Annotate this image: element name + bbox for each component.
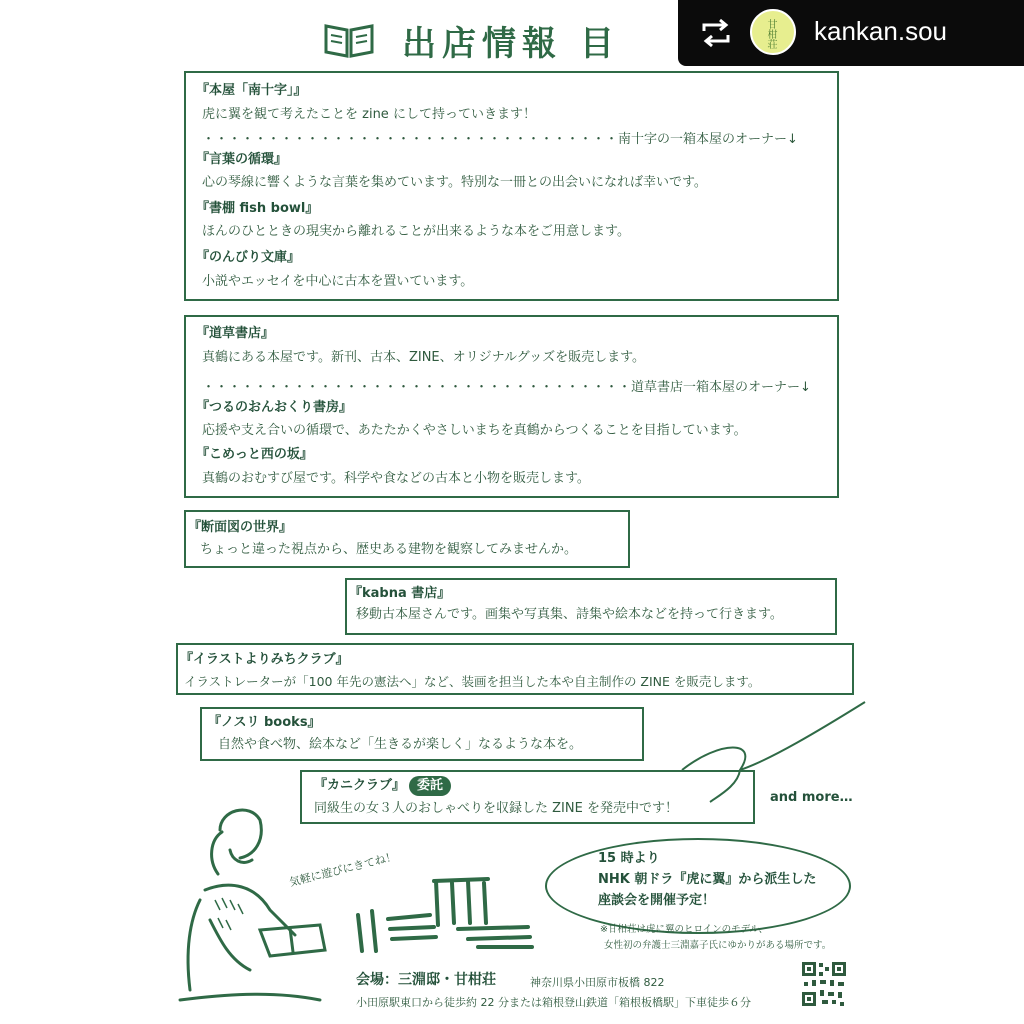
- shop-name: 『こめっと西の坂』: [196, 447, 313, 462]
- owner-separator: ・・・・・・・・・・・・・・・・・・・・・・・・・・・・・・・・・道草書店一箱本屋のオーナー↓: [202, 380, 811, 395]
- shop-name: 『書棚 fish bowl』: [196, 201, 319, 216]
- venue-label: 会場：三淵邸・甘柑荘: [356, 972, 496, 988]
- shop-name: 『道草書店』: [196, 326, 275, 341]
- shop-desc: イラストレーターが「100 年先の憲法へ」など、装画を担当した本や自主制作の ZINE を販売します。: [184, 674, 761, 689]
- shop-name: 『kabna 書店』: [349, 586, 451, 601]
- owner-separator: ・・・・・・・・・・・・・・・・・・・・・・・・・・・・・・・・南十字の一箱本屋のオーナー↓: [202, 132, 798, 147]
- shop-desc: 同級生の女３人のおしゃべりを収録した ZINE を発売中です！: [314, 801, 678, 816]
- shop-desc: 真鶴にある本屋です。新刊、古本、ZINE、オリジナルグッズを販売します。: [202, 350, 646, 365]
- shop-name: 『つるのおんおくり書房』: [196, 400, 353, 415]
- shop-name: 『断面図の世界』: [188, 520, 293, 535]
- speech-bubble-text: 気軽に遊びにきてね！: [287, 849, 398, 890]
- event-desc: 座談会を開催予定！: [598, 893, 716, 908]
- consignment-badge: 委託: [409, 776, 451, 796]
- shop-name: 『本屋「南十字」』: [196, 83, 307, 98]
- shop-name: 『カニクラブ』 委託: [314, 776, 451, 796]
- shop-name: 『イラストよりみちクラブ』: [180, 652, 349, 667]
- venue-access: 小田原駅東口から徒歩約 22 分または箱根登山鉄道「箱根板橋駅」下車徒歩６分: [356, 996, 751, 1009]
- shop-name: 『言葉の循環』: [196, 152, 288, 167]
- page-title: 出店情報 目: [402, 24, 620, 64]
- repost-username[interactable]: kankan.sou: [814, 16, 947, 46]
- shop-desc: ちょっと違った視点から、歴史ある建物を観察してみませんか。: [200, 542, 578, 557]
- note-text: ※甘柑荘は虎に翼のヒロインのモデル、: [600, 924, 768, 935]
- note-text: 女性初の弁護士三淵嘉子氏にゆかりがある場所です。: [604, 940, 832, 951]
- shop-desc: 小説やエッセイを中心に古本を置いています。: [202, 274, 474, 289]
- shop-desc: 真鶴のおむすび屋です。科学や食などの古本と小物を販売します。: [202, 471, 590, 486]
- shop-desc: 虎に翼を観て考えたことを zine にして持っていきます！: [202, 107, 536, 122]
- shop-name: 『のんびり文庫』: [196, 250, 301, 265]
- shop-name: 『ノスリ books』: [208, 715, 321, 730]
- book-icon: [322, 20, 376, 60]
- repost-icon: [698, 15, 734, 51]
- and-more-label: and more…: [770, 790, 853, 805]
- event-desc: NHK 朝ドラ『虎に翼』から派生した: [598, 872, 817, 887]
- repost-bar: [678, 0, 1024, 66]
- shop-desc: 応援や支え合いの循環で、あたたかくやさしいまちを真鶴からつくることを目指しています。: [202, 423, 747, 438]
- reader-illustration: [160, 800, 360, 1020]
- qr-code-icon: [800, 960, 848, 1008]
- shop-desc: 自然や食べ物、絵本など「生きるが楽しく」なるような本を。: [218, 737, 583, 752]
- shop-desc: 移動古本屋さんです。画集や写真集、詩集や絵本などを持って行きます。: [356, 607, 783, 622]
- avatar[interactable]: 甘柑荘: [750, 9, 796, 55]
- shop-desc: 心の琴線に響くような言葉を集めています。特別な一冊との出会いになれば幸いです。: [202, 175, 707, 190]
- bookshelf-doodle: [348, 875, 538, 955]
- venue-address: 神奈川県小田原市板橋 822: [530, 976, 665, 989]
- event-time: 15 時より: [598, 851, 660, 866]
- shop-box-danmenzu: [184, 510, 630, 568]
- shop-desc: ほんのひとときの現実から離れることが出来るような本をご用意します。: [202, 224, 630, 239]
